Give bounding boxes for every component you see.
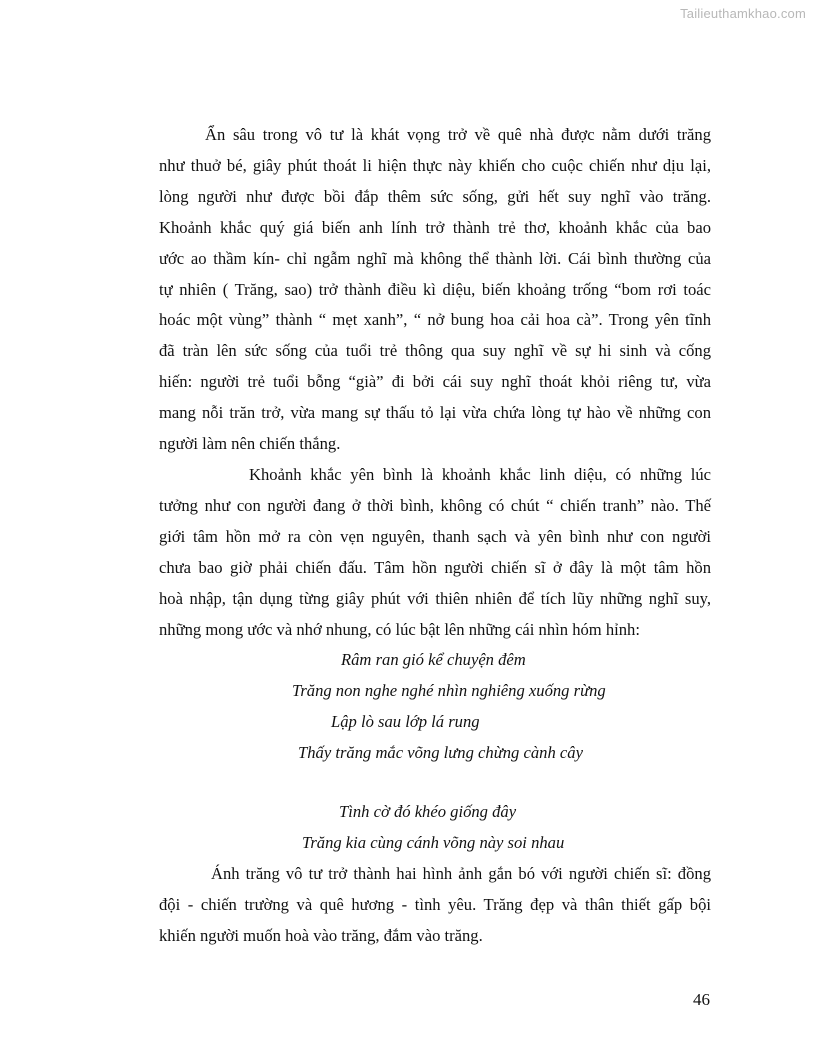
page-number: 46 [693,990,710,1009]
paragraph-line: tưởng như con người đang ở thời bình, không có chút “ chiến tranh” nào. Thế [159,495,711,515]
paragraph-line: lòng người như được bồi đắp thêm sức sống, gửi hết suy nghĩ vào trăng. [159,186,711,206]
paragraph-line: chưa bao giờ phải chiến đấu. Tâm hồn người chiến sĩ ở đây là một tâm hồn [159,557,711,577]
paragraph-line: ước ao thầm kín- chỉ ngẫm nghĩ mà không thể thành lời. Cái bình thường của [159,248,711,268]
paragraph-line: người làm nên chiến thắng. [159,434,341,454]
paragraph-line: hoà nhập, tận dụng từng giây phút với thiên nhiên để tích lũy những nghĩ suy, [159,588,711,608]
paragraph-line: Khoảnh khắc quý giá biến anh lính trở thành trẻ thơ, khoảnh khắc của bao [159,217,711,237]
paragraph-line: Ánh trăng vô tư trở thành hai hình ảnh gắn bó với người chiến sĩ: đồng [211,863,711,883]
paragraph-line: Ẩn sâu trong vô tư là khát vọng trở về quê nhà được nằm dưới trăng [205,125,711,144]
poem-verse: Trăng kia cùng cánh võng này soi nhau [302,832,565,852]
paragraph-line: giới tâm hồn mở ra còn vẹn nguyên, thanh sạch và yên bình như con người [159,526,711,546]
paragraph-line: mang nỗi trăn trở, vừa mang sự thấu tỏ lại vừa chứa lòng tự hào về những con [159,403,711,423]
poem-verse: Lập lò sau lớp lá rung [331,712,480,732]
paragraph-line: Khoảnh khắc yên bình là khoảnh khắc linh diệu, có những lúc [249,464,711,484]
poem-verse: Tình cờ đó khéo giống đây [339,802,517,822]
paragraph-line: tự nhiên ( Trăng, sao) trở thành điều kì diệu, biến khoảng trống “bom rơi toác [159,279,711,299]
paragraph-line: như thuở bé, giây phút thoát li hiện thực này khiến cho cuộc chiến như dịu lại, [159,155,711,175]
paragraph-line: đội - chiến trường và quê hương - tình yêu. Trăng đẹp và thân thiết gấp bội [159,894,711,914]
paragraph-3 [159,859,711,952]
paragraph-line: những mong ước và nhớ nhung, có lúc bật lên những cái nhìn hóm hỉnh: [159,619,640,639]
paragraph-line: hoác một vùng” thành “ mẹt xanh”, “ nở bung hoa cải hoa cà”. Trong yên tĩnh [159,310,711,330]
poem-stanza-2 [159,797,711,859]
poem-stanza-1 [159,645,711,769]
watermark-text: Tailieuthamkhao.com [680,6,806,21]
poem-verse: Thấy trăng mắc võng lưng chừng cành cây [298,743,583,763]
page-content [159,120,711,952]
paragraph-line: khiến người muốn hoà vào trăng, đắm vào trăng. [159,925,483,945]
paragraph-2 [159,460,711,645]
paragraph-1 [159,120,711,460]
poem-verse: Trăng non nghe nghé nhìn nghiêng xuống rừng [292,681,606,701]
paragraph-line: đã tràn lên sức sống của tuổi trẻ thông qua suy nghĩ về sự hi sinh và cống [159,341,711,361]
paragraph-line: hiến: người trẻ tuổi bỗng “già” đi bởi cái suy nghĩ thoát khỏi riêng tư, vừa [159,372,711,392]
poem-verse: Râm ran gió kể chuyện đêm [341,650,526,670]
